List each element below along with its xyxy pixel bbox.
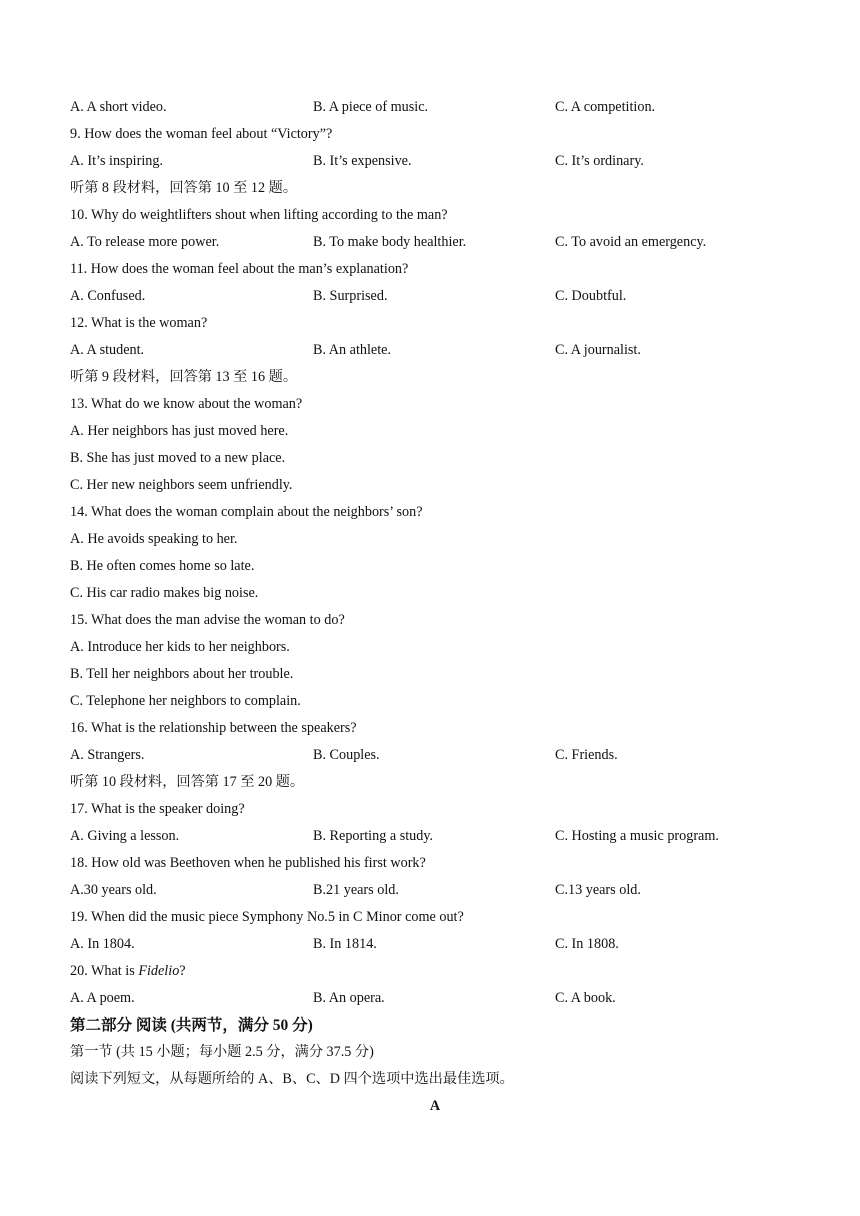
option-a: A. It’s inspiring. [70,153,164,169]
option-c: C. A competition. [555,99,656,115]
text-line: C. Telephone her neighbors to complain. [70,693,301,709]
option-b: B.21 years old. [313,882,399,898]
option-c: C. In 1808. [555,936,619,952]
text-line: 11. How does the woman feel about the man’s explanation? [70,261,409,277]
option-b: B. An athlete. [313,342,392,358]
question-text [70,958,800,985]
option-b: B. It’s expensive. [313,153,412,169]
answer-options-row [70,985,800,1012]
answer-options-row [70,148,800,175]
text-line: 阅读下列短文，从每题所给的 A、B、C、D 四个选项中选出最佳选项。 [70,1071,514,1087]
option-a: A. Strangers. [70,747,145,763]
text-line: C. Her new neighbors seem unfriendly. [70,477,293,493]
option-a: A. Confused. [70,288,146,304]
text-line: 听第 8 段材料，回答第 10 至 12 题。 [70,180,298,196]
option-a: A. A student. [70,342,145,358]
answer-options-row [70,877,800,904]
text-line: 听第 9 段材料，回答第 13 至 16 题。 [70,369,298,385]
option-c: C.13 years old. [555,882,641,898]
text-line: 16. What is the relationship between the speakers? [70,720,357,736]
passage-label: A [429,1098,441,1114]
text-line: B. He often comes home so late. [70,558,255,574]
option-c: C. Doubtful. [555,288,627,304]
text-line: A. Her neighbors has just moved here. [70,423,289,439]
text-line: C. His car radio makes big noise. [70,585,259,601]
option-b: B. To make body healthier. [313,234,467,250]
option-a: A. Giving a lesson. [70,828,180,844]
option-c: C. To avoid an emergency. [555,234,707,250]
question-prefix: 20. What is [70,963,139,979]
text-line: 10. Why do weightlifters shout when lifting according to the man? [70,207,448,223]
option-a: A.30 years old. [70,882,157,898]
answer-options-row [70,931,800,958]
option-a: A. A poem. [70,990,135,1006]
answer-options-row [70,94,800,121]
question-suffix: ? [179,963,186,979]
option-b: B. Couples. [313,747,380,763]
option-b: B. An opera. [313,990,385,1006]
text-line: 17. What is the speaker doing? [70,801,245,817]
option-b: B. Reporting a study. [313,828,434,844]
text-line: 第一节 (共 15 小题；每小题 2.5 分，满分 37.5 分) [70,1044,374,1060]
text-line: 14. What does the woman complain about the neighbors’ son? [70,504,423,520]
answer-options-row [70,229,800,256]
text-line: 18. How old was Beethoven when he published his first work? [70,855,426,871]
answer-options-row [70,337,800,364]
text-line: B. She has just moved to a new place. [70,450,286,466]
option-b: B. Surprised. [313,288,388,304]
text-line: 12. What is the woman? [70,315,208,331]
option-c: C. A book. [555,990,616,1006]
option-c: C. A journalist. [555,342,641,358]
option-b: B. A piece of music. [313,99,429,115]
section-heading: 第二部分 阅读 (共两节，满分 50 分) [70,1017,313,1034]
text-line: 19. When did the music piece Symphony No.5 in C Minor come out? [70,909,464,925]
answer-options-row [70,823,800,850]
answer-options-row [70,742,800,769]
text-line: B. Tell her neighbors about her trouble. [70,666,294,682]
text-line: 9. How does the woman feel about “Victory”? [70,126,333,142]
text-line: 15. What does the man advise the woman to do? [70,612,345,628]
answer-options-row [70,283,800,310]
option-a: A. In 1804. [70,936,135,952]
option-a: A. A short video. [70,99,167,115]
option-a: A. To release more power. [70,234,220,250]
option-b: B. In 1814. [313,936,377,952]
text-line: A. He avoids speaking to her. [70,531,238,547]
text-line: 听第 10 段材料，回答第 17 至 20 题。 [70,774,305,790]
exam-page [70,94,800,1120]
text-line: 13. What do we know about the woman? [70,396,303,412]
option-c: C. Hosting a music program. [555,828,719,844]
text-line: A. Introduce her kids to her neighbors. [70,639,290,655]
question-italic-title: Fidelio [138,963,180,979]
option-c: C. It’s ordinary. [555,153,644,169]
option-c: C. Friends. [555,747,618,763]
